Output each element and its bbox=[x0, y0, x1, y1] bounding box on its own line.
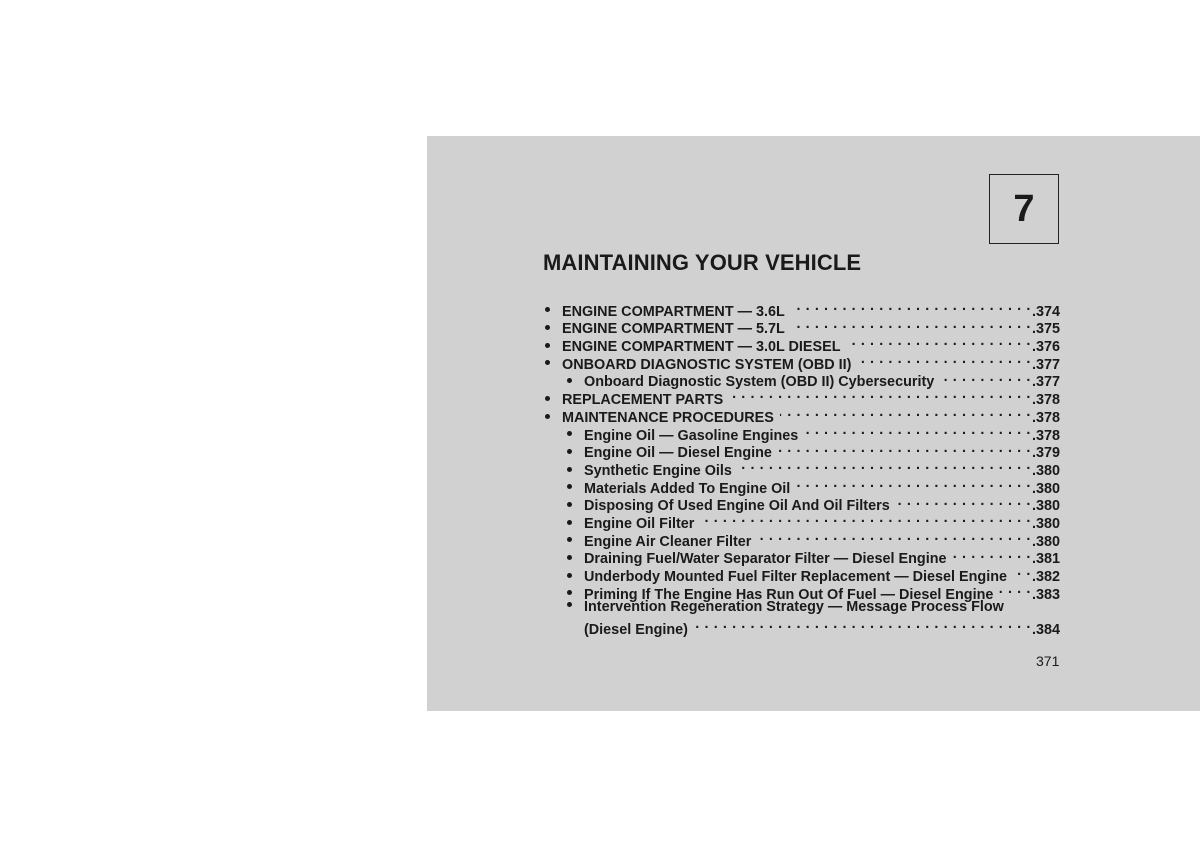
toc-entry-page: .380 bbox=[1031, 515, 1060, 532]
toc-entry-text: Materials Added To Engine Oil bbox=[584, 480, 791, 497]
toc-entry-page: .383 bbox=[1031, 586, 1060, 603]
dot-leader bbox=[999, 581, 1031, 599]
toc-entry bbox=[543, 546, 1060, 568]
toc-entry-text: ONBOARD DIAGNOSTIC SYSTEM (OBD II) bbox=[562, 356, 852, 373]
toc-entry bbox=[543, 422, 1060, 444]
chapter-number: 7 bbox=[1013, 187, 1035, 230]
toc-entry-text: Engine Air Cleaner Filter bbox=[584, 533, 752, 550]
toc-entry-text: Intervention Regeneration Strategy — Message Process Flow bbox=[584, 598, 1004, 615]
toc-entry-page: .384 bbox=[1031, 622, 1060, 639]
toc-entry-text: Synthetic Engine Oils bbox=[584, 462, 732, 479]
toc-entry-text: REPLACEMENT PARTS bbox=[562, 392, 724, 409]
toc-entry bbox=[543, 457, 1060, 479]
bullet-icon bbox=[565, 599, 584, 617]
toc-entry bbox=[543, 581, 1060, 603]
chapter-number-box bbox=[989, 174, 1059, 244]
dot-leader bbox=[778, 440, 1031, 458]
toc-entry-page: .374 bbox=[1031, 303, 1060, 320]
dot-leader bbox=[738, 457, 1031, 475]
toc-entry-page: .377 bbox=[1031, 374, 1060, 391]
table-of-contents bbox=[543, 298, 1060, 639]
section-title: MAINTAINING YOUR VEHICLE bbox=[543, 250, 862, 275]
toc-entry bbox=[543, 616, 1060, 639]
dot-leader bbox=[791, 316, 1031, 334]
dot-leader bbox=[953, 546, 1031, 564]
toc-entry bbox=[543, 440, 1060, 462]
toc-entry-text: Engine Oil Filter bbox=[584, 515, 695, 532]
toc-entry bbox=[543, 510, 1060, 532]
toc-entry bbox=[543, 386, 1060, 409]
toc-entry bbox=[543, 333, 1060, 356]
toc-entry-page: .380 bbox=[1031, 462, 1060, 479]
dot-leader bbox=[896, 493, 1031, 511]
toc-entry-text: ENGINE COMPARTMENT — 3.6L bbox=[562, 303, 785, 320]
toc-entry-text: Underbody Mounted Fuel Filter Replacement — Diesel Engine bbox=[584, 569, 1007, 585]
dot-leader bbox=[804, 422, 1031, 440]
dot-leader bbox=[757, 528, 1031, 546]
toc-entry bbox=[543, 369, 1060, 391]
toc-entry-text: MAINTENANCE PROCEDURES bbox=[562, 409, 774, 426]
toc-entry-page: .376 bbox=[1031, 339, 1060, 356]
dot-leader bbox=[847, 333, 1031, 351]
toc-entry-page: .382 bbox=[1031, 569, 1060, 585]
toc-entry-page: .380 bbox=[1031, 480, 1060, 497]
dot-leader bbox=[700, 510, 1031, 528]
dot-leader bbox=[729, 386, 1031, 404]
dot-leader bbox=[796, 475, 1031, 493]
toc-entry-page: .380 bbox=[1031, 533, 1060, 550]
toc-entry bbox=[543, 493, 1060, 515]
toc-entry-page: .378 bbox=[1031, 427, 1060, 444]
dot-leader bbox=[857, 351, 1031, 369]
dot-leader bbox=[780, 404, 1031, 422]
dot-leader bbox=[694, 616, 1031, 634]
toc-entry-text: Priming If The Engine Has Run Out Of Fuel — Diesel Engine bbox=[584, 586, 994, 603]
toc-entry bbox=[543, 599, 1060, 617]
toc-entry-text: ENGINE COMPARTMENT — 3.0L DIESEL bbox=[562, 339, 841, 356]
toc-entry-text: (Diesel Engine) bbox=[584, 622, 688, 639]
toc-entry bbox=[543, 475, 1060, 497]
toc-entry bbox=[543, 298, 1060, 320]
toc-entry-page: .378 bbox=[1031, 409, 1060, 426]
toc-entry-text: Onboard Diagnostic System (OBD II) Cybersecurity bbox=[584, 374, 935, 391]
toc-entry-page: .377 bbox=[1031, 356, 1060, 373]
toc-entry bbox=[543, 351, 1060, 373]
toc-entry-page: .378 bbox=[1031, 392, 1060, 409]
toc-entry-page: .380 bbox=[1031, 498, 1060, 515]
page-number: 371 bbox=[1036, 653, 1060, 669]
toc-entry-page: .379 bbox=[1031, 445, 1060, 462]
toc-entry bbox=[543, 316, 1060, 338]
toc-entry-text: Engine Oil — Gasoline Engines bbox=[584, 427, 799, 444]
toc-entry-text: ENGINE COMPARTMENT — 5.7L bbox=[562, 321, 785, 338]
toc-entry bbox=[543, 404, 1060, 426]
toc-entry bbox=[543, 528, 1060, 550]
toc-entry-page: .375 bbox=[1031, 321, 1060, 338]
toc-entry-page: .381 bbox=[1031, 551, 1060, 568]
toc-entry-text: Engine Oil — Diesel Engine bbox=[584, 445, 772, 462]
dot-leader bbox=[791, 298, 1031, 316]
toc-entry-text: Disposing Of Used Engine Oil And Oil Filters bbox=[584, 498, 890, 515]
dot-leader bbox=[1013, 563, 1031, 581]
toc-entry-text: Draining Fuel/Water Separator Filter — Diesel Engine bbox=[584, 551, 947, 568]
dot-leader bbox=[940, 369, 1031, 387]
toc-entry bbox=[543, 563, 1060, 585]
